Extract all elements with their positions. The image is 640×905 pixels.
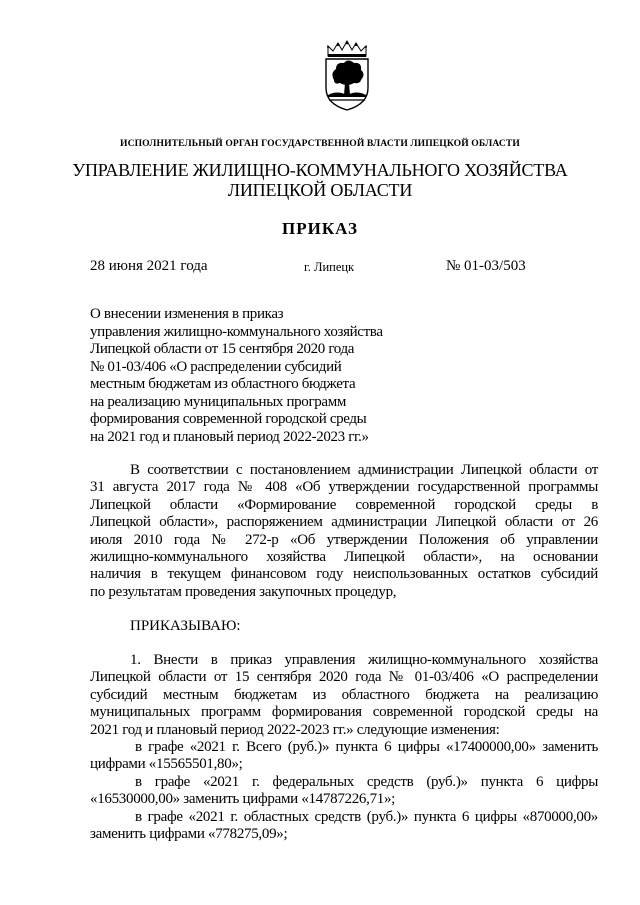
subject-line: Липецкой области от 15 сентября 2020 года: [90, 341, 355, 357]
item-line: муниципальных программ формирования современной городской среды на: [90, 704, 598, 721]
subject-line: № 01-03/406 «О распределении субсидий: [90, 358, 342, 375]
preamble-line: по результатам проведения закупочных процедур,: [90, 583, 397, 600]
item-line: Липецкой области от 15 сентября 2020 года № 01-03/406 «О распределении: [90, 669, 598, 686]
issuer-name: ИСПОЛНИТЕЛЬНЫЙ ОРГАН ГОСУДАРСТВЕННОЙ ВЛАСТИ ЛИПЕЦКОЙ ОБЛАСТИ: [120, 138, 520, 149]
preamble-line: Липецкой области «Формирование современной городской среды в: [90, 496, 598, 513]
subject-line: на реализацию муниципальных программ: [90, 393, 346, 410]
subject-line: формирования современной городской среды: [90, 411, 367, 427]
document-subject: [90, 306, 383, 446]
preamble-line: В соответствии с постановлением администрации Липецкой области от: [130, 462, 598, 478]
document-date: 28 июня 2021 года: [90, 258, 208, 274]
item-line: 2021 год и плановый период 2022-2023 гг.» следующие изменения:: [90, 721, 500, 738]
document-city: г. Липецк: [304, 260, 355, 274]
subject-line: на 2021 год и плановый период 2022-2023 гг.»: [90, 428, 369, 445]
change-line: в графе «2021 г. областных средств (руб.)» пункта 6 цифры «870000,00»: [135, 808, 598, 825]
preamble-line: Липецкой области», распоряжением администрации Липецкой области от 26: [90, 514, 598, 531]
agency-line: ЛИПЕЦКОЙ ОБЛАСТИ: [227, 180, 413, 200]
change-line: в графе «2021 г. Всего (руб.)» пункта 6 цифры «17400000,00» заменить: [135, 739, 598, 756]
item-1-paragraph: [90, 652, 598, 843]
change-line: цифрами «15565501,80»;: [90, 756, 243, 773]
coat-of-arms-icon: [320, 40, 374, 112]
preamble-line: жилищно-коммунального хозяйства Липецкой области», на основании: [90, 549, 598, 566]
subject-line: управления жилищно-коммунального хозяйства: [90, 323, 383, 340]
subject-line: местным бюджетам из областного бюджета: [90, 376, 356, 392]
agency-line: УПРАВЛЕНИЕ ЖИЛИЩНО-КОММУНАЛЬНОГО ХОЗЯЙСТВА: [72, 160, 568, 180]
subject-line: О внесении изменения в приказ: [90, 306, 284, 322]
preamble-line: июля 2010 года № 272-р «Об утверждении Положения об управлении: [90, 531, 598, 548]
preamble-line: наличия в текущем финансовом году неиспользованных остатков субсидий: [90, 566, 598, 583]
change-line: заменить цифрами «778275,09»;: [90, 826, 288, 843]
preamble-paragraph: [90, 462, 598, 601]
order-word: ПРИКАЗЫВАЮ:: [130, 618, 241, 634]
document-number: № 01-03/503: [446, 258, 526, 274]
change-line: в графе «2021 г. федеральных средств (руб.)» пункта 6 цифры: [135, 773, 598, 790]
change-line: «16530000,00» заменить цифрами «14787226,71»;: [90, 791, 396, 808]
document-type: ПРИКАЗ: [282, 219, 358, 238]
agency-name: [60, 160, 580, 200]
item-line: субсидий местным бюджетам из областного бюджета на реализацию: [90, 686, 598, 703]
item-line: 1. Внести в приказ управления жилищно-коммунального хозяйства: [130, 652, 598, 668]
preamble-line: 31 августа 2017 года № 408 «Об утверждении государственной программы: [90, 479, 598, 496]
